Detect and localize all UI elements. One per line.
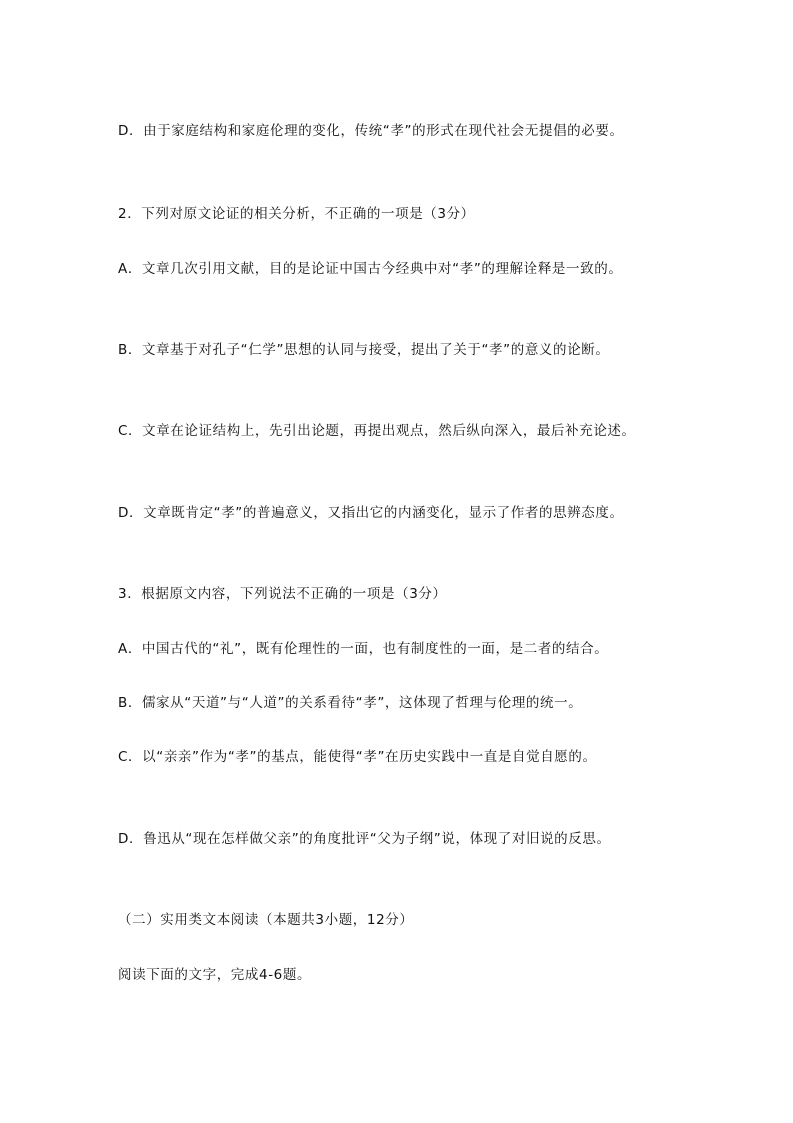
option-d-q1: D．由于家庭结构和家庭伦理的变化，传统“孝”的形式在现代社会无提倡的必要。	[118, 123, 624, 139]
option-d-q3: D．鲁迅从“现在怎样做父亲”的角度批评“父为子纲”说，体现了对旧说的反思。	[118, 831, 611, 847]
question-2: 2．下列对原文论证的相关分析，不正确的一项是（3分）	[118, 206, 475, 222]
option-c-q3: C．以“亲亲”作为“孝”的基点，能使得“孝”在历史实践中一直是自觉自愿的。	[118, 749, 597, 765]
option-b-q3: B．儒家从“天道”与“人道”的关系看待“孝”，这体现了哲理与伦理的统一。	[118, 695, 583, 711]
option-a-q2: A．文章几次引用文献，目的是论证中国古今经典中对“孝”的理解诠释是一致的。	[118, 261, 623, 277]
question-3: 3．根据原文内容，下列说法不正确的一项是（3分）	[118, 586, 447, 602]
option-c-q2: C．文章在论证结构上，先引出论题，再提出观点，然后纵向深入，最后补充论述。	[118, 423, 636, 439]
option-d-q2: D．文章既肯定“孝”的普遍意义，又指出它的内涵变化，显示了作者的思辨态度。	[118, 505, 624, 521]
section-heading: （二）实用类文本阅读（本题共3小题，12分）	[118, 912, 414, 928]
option-a-q3: A．中国古代的“礼”，既有伦理性的一面，也有制度性的一面，是二者的结合。	[118, 641, 609, 657]
instruction-text: 阅读下面的文字，完成4-6题。	[118, 967, 312, 983]
option-b-q2: B．文章基于对孔子“仁学”思想的认同与接受，提出了关于“孝”的意义的论断。	[118, 342, 610, 358]
